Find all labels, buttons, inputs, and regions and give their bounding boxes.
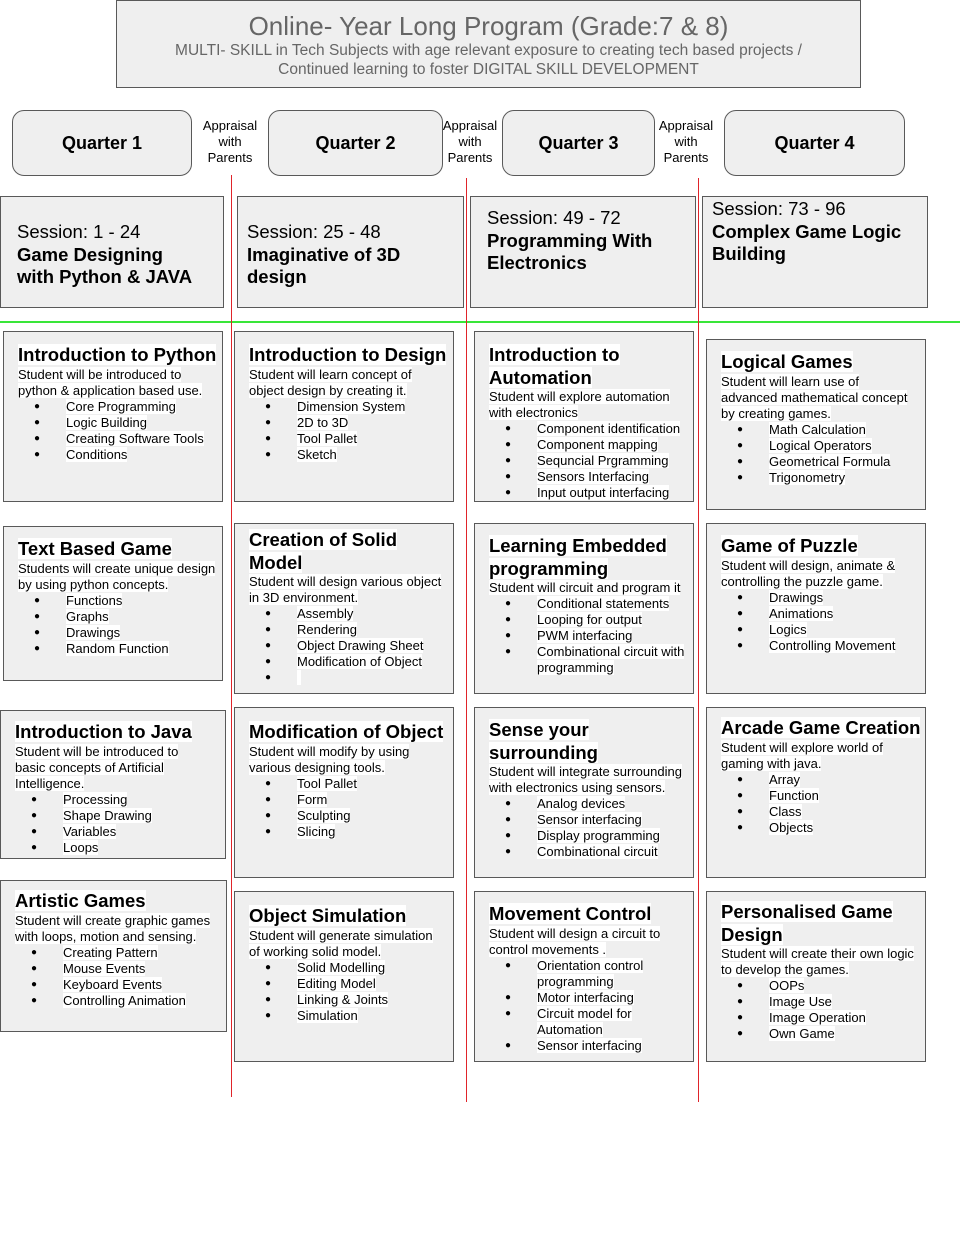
card-title: Text Based Game — [18, 538, 172, 559]
card-title: programming — [489, 557, 609, 579]
card-topic-item: ● Sketch — [249, 447, 449, 463]
card-topic-list — [249, 776, 449, 840]
card-topic-item: ● Logic Building — [18, 415, 218, 431]
card-description: controlling the puzzle game. — [721, 573, 883, 589]
card-topic-item: ● Simulation — [249, 1008, 449, 1024]
card-topic-list — [249, 399, 449, 463]
card-topic-item: ● Modification of Object — [249, 654, 449, 670]
card-topic-item: ● Variables — [15, 824, 221, 840]
card-topic-item: ● Core Programming — [18, 399, 218, 415]
card-topic-item: ● Image Use — [721, 994, 921, 1010]
card-topic-item: ● Logics — [721, 622, 921, 638]
card-topic-item: ● Controlling Movement — [721, 638, 921, 654]
topic-card-q4-2 — [706, 523, 926, 694]
card-topic-item: ● Trigonometry — [721, 470, 921, 486]
session-title: Game Designing — [17, 243, 163, 265]
card-topic-item: ● Sensor interfacing — [489, 812, 689, 828]
topic-card-q1-2 — [3, 526, 223, 681]
card-description: various designing tools. — [249, 759, 385, 775]
card-description: Student will explore automation — [489, 389, 670, 404]
quarter-1-box: Quarter 1 — [12, 110, 192, 176]
card-topic-item: ● Array — [721, 772, 921, 788]
topic-card-q2-4 — [234, 891, 454, 1062]
card-description: Student will be introduced to — [15, 743, 179, 759]
quarter-3-box: Quarter 3 — [502, 110, 655, 176]
card-topic-item: ● Object Drawing Sheet — [249, 638, 449, 654]
card-topic-list — [721, 422, 921, 486]
card-description: Student will learn concept of — [249, 366, 412, 382]
card-topic-item: ● Solid Modelling — [249, 960, 449, 976]
card-description: Student will circuit and program it — [489, 580, 681, 595]
card-topic-list — [15, 945, 222, 1009]
session-title: Building — [712, 243, 786, 264]
card-topic-item: ● Creating Pattern — [15, 945, 222, 961]
card-topic-item: ● Assembly — [249, 606, 449, 622]
topic-card-q1-3 — [0, 710, 226, 859]
program-subtitle-line-2: Continued learning to foster DIGITAL SKILL DEVELOPMENT — [278, 61, 699, 78]
card-description: Student will explore world of — [721, 739, 883, 755]
quarter-2-box: Quarter 2 — [268, 110, 443, 176]
card-topic-item: ● Class — [721, 804, 921, 820]
card-topic-item: ● Tool Pallet — [249, 431, 449, 447]
card-description: Student will generate simulation — [249, 927, 433, 943]
card-topic-item: ● Graphs — [18, 609, 218, 625]
red-divider-line-3 — [698, 178, 699, 1102]
card-topic-item: ● Looping for output — [489, 612, 689, 628]
session-range: Session: 49 - 72 — [487, 207, 621, 228]
card-topic-item: ● Slicing — [249, 824, 449, 840]
card-topic-item: ● Image Operation — [721, 1010, 921, 1026]
session-title: Imaginative of 3D — [247, 243, 401, 265]
topic-card-q1-4 — [0, 880, 227, 1032]
card-description: of working solid model. — [249, 943, 382, 959]
card-topic-list — [489, 958, 689, 1054]
card-title: Modification of Object — [249, 721, 444, 742]
session-title: Electronics — [487, 252, 587, 273]
topic-card-q4-1 — [706, 339, 926, 510]
card-topic-item: ● Math Calculation — [721, 422, 921, 438]
card-topic-item: ● Motor interfacing — [489, 990, 689, 1006]
card-topic-item: ● Own Game — [721, 1026, 921, 1042]
card-description: with electronics using sensors. — [489, 780, 666, 795]
card-description: Student will design various object — [249, 574, 442, 589]
card-topic-item — [249, 670, 449, 686]
card-description: Student will create graphic games — [15, 912, 211, 928]
card-description: object design by creating it. — [249, 382, 407, 398]
card-topic-item: ● Drawings — [721, 590, 921, 606]
session-range: Session: 1 - 24 — [17, 221, 141, 242]
card-title: Artistic Games — [15, 890, 146, 911]
card-topic-item: ● Functions — [18, 593, 218, 609]
card-title: Movement Control — [489, 903, 652, 924]
card-title: Introduction to Python — [18, 344, 217, 365]
card-description: to develop the games. — [721, 962, 849, 977]
card-description: Student will integrate surrounding — [489, 764, 682, 779]
card-title: Design — [721, 923, 783, 945]
session-title: with Python & JAVA — [17, 266, 193, 287]
card-description: with loops, motion and sensing. — [15, 928, 197, 944]
card-topic-item: ● OOPs — [721, 978, 921, 994]
card-topic-item: ● Drawings — [18, 625, 218, 641]
card-topic-item: ● Tool Pallet — [249, 776, 449, 792]
topic-card-q4-4 — [706, 891, 926, 1062]
card-topic-item: ● Sculpting — [249, 808, 449, 824]
session-range: Session: 73 - 96 — [712, 198, 846, 219]
card-topic-item: ● Circuit model for Automation — [489, 1006, 689, 1038]
card-topic-item: ● Combinational circuit with programming — [489, 644, 689, 676]
card-title: Logical Games — [721, 351, 853, 372]
card-description: Student will design, animate & — [721, 557, 896, 573]
card-topic-item: ● Component identification — [489, 421, 689, 437]
topic-card-q1-1 — [3, 331, 223, 502]
card-topic-item: ● Sequncial Prgramming — [489, 453, 689, 469]
card-topic-list — [721, 772, 921, 836]
session-q3 — [470, 196, 696, 308]
card-topic-item: ● Analog devices — [489, 796, 689, 812]
appraisal-label-3: Appraisal with Parents — [658, 118, 714, 165]
card-topic-item: ● Conditional statements — [489, 596, 689, 612]
card-topic-item: ● Objects — [721, 820, 921, 836]
card-topic-list — [249, 960, 449, 1024]
card-title: Game of Puzzle — [721, 535, 858, 556]
red-divider-line-1 — [231, 175, 232, 1097]
card-description: Student will create their own logic — [721, 946, 914, 961]
card-description: basic concepts of Artificial — [15, 759, 164, 775]
card-topic-list — [15, 792, 221, 856]
card-description: advanced mathematical concept — [721, 389, 908, 405]
card-topic-item: ● Processing — [15, 792, 221, 808]
green-divider-line — [0, 321, 960, 323]
card-description: Students will create unique design — [18, 560, 216, 576]
card-description: python & application based use. — [18, 382, 203, 398]
card-topic-list — [721, 590, 921, 654]
card-title: Sense your — [489, 719, 589, 740]
card-description: by creating games. — [721, 405, 831, 421]
card-title: Introduction to Java — [15, 721, 192, 742]
card-description: gaming with java. — [721, 755, 822, 771]
card-topic-item: ● Random Function — [18, 641, 218, 657]
quarter-4-box: Quarter 4 — [724, 110, 905, 176]
topic-card-q3-1 — [474, 331, 694, 502]
program-subtitle-line-1: MULTI- SKILL in Tech Subjects with age relevant exposure to creating tech based projects / — [175, 42, 802, 59]
card-description: Student will design a circuit to — [489, 925, 661, 941]
program-title: Online- Year Long Program (Grade:7 & 8) — [248, 11, 729, 41]
card-topic-item: ● Form — [249, 792, 449, 808]
card-topic-item: ● Creating Software Tools — [18, 431, 218, 447]
card-topic-item: ● 2D to 3D — [249, 415, 449, 431]
card-topic-item: ● Loops — [15, 840, 221, 856]
topic-card-q3-2 — [474, 523, 694, 694]
card-title: Arcade Game Creation — [721, 717, 921, 738]
card-title: surrounding — [489, 741, 598, 763]
card-topic-item: ● Geometrical Formula — [721, 454, 921, 470]
card-topic-list — [489, 796, 689, 860]
topic-card-q4-3 — [706, 707, 926, 878]
card-description: Student will modify by using — [249, 743, 410, 759]
session-q2 — [237, 196, 464, 308]
card-topic-item: ● Linking & Joints — [249, 992, 449, 1008]
appraisal-label-2: Appraisal with Parents — [442, 118, 498, 165]
card-topic-item: ● Editing Model — [249, 976, 449, 992]
card-description: Student will be introduced to — [18, 366, 182, 382]
topic-card-q2-2 — [234, 523, 454, 694]
card-topic-item: ● Orientation control programming — [489, 958, 689, 990]
topic-card-q2-1 — [234, 331, 454, 502]
card-topic-item: ● Combinational circuit — [489, 844, 689, 860]
card-topic-item: ● Shape Drawing — [15, 808, 221, 824]
card-topic-item: ● PWM interfacing — [489, 628, 689, 644]
card-topic-item: ● Function — [721, 788, 921, 804]
card-topic-item: ● Keyboard Events — [15, 977, 222, 993]
red-divider-line-2 — [466, 178, 467, 1102]
session-title: Programming With — [487, 229, 653, 251]
appraisal-label-1: Appraisal with Parents — [202, 118, 258, 165]
card-topic-item: ● Controlling Animation — [15, 993, 222, 1009]
card-topic-list — [489, 596, 689, 676]
session-range: Session: 25 - 48 — [247, 221, 381, 242]
topic-card-q3-3 — [474, 707, 694, 878]
card-topic-list — [489, 421, 689, 501]
card-topic-list — [18, 399, 218, 463]
card-description: in 3D environment. — [249, 590, 359, 605]
program-header — [116, 0, 861, 88]
card-topic-item: ● Logical Operators — [721, 438, 921, 454]
card-topic-item: ● Sensors Interfacing — [489, 469, 689, 485]
card-title: Personalised Game — [721, 901, 893, 922]
card-title: Automation — [489, 366, 592, 388]
card-title: Introduction to — [489, 344, 620, 365]
card-description: control movements . — [489, 941, 607, 957]
card-description: with electronics — [489, 405, 578, 420]
card-title: Creation of Solid — [249, 529, 397, 550]
card-topic-item: ● Sensor interfacing — [489, 1038, 689, 1054]
session-q1 — [0, 196, 224, 308]
card-topic-item: ● Component mapping — [489, 437, 689, 453]
card-title: Introduction to Design — [249, 344, 447, 365]
session-title: design — [247, 266, 307, 287]
card-topic-list — [18, 593, 218, 657]
card-topic-item: ● Rendering — [249, 622, 449, 638]
card-topic-list — [249, 606, 449, 686]
card-title: Learning Embedded — [489, 535, 667, 556]
topic-card-q3-4 — [474, 891, 694, 1062]
card-description: Intelligence. — [15, 775, 85, 791]
session-q4 — [702, 196, 928, 308]
session-title: Complex Game Logic — [712, 220, 902, 242]
card-topic-item: ● Mouse Events — [15, 961, 222, 977]
card-description: by using python concepts. — [18, 576, 169, 592]
card-title: Object Simulation — [249, 905, 407, 926]
card-topic-list — [721, 978, 921, 1042]
card-topic-item: ● Display programming — [489, 828, 689, 844]
card-topic-item: ● Input output interfacing — [489, 485, 689, 501]
card-title: Model — [249, 551, 303, 573]
card-description: Student will learn use of — [721, 373, 860, 389]
card-topic-item: ● Conditions — [18, 447, 218, 463]
topic-card-q2-3 — [234, 707, 454, 878]
card-topic-item: ● Dimension System — [249, 399, 449, 415]
card-topic-item: ● Animations — [721, 606, 921, 622]
